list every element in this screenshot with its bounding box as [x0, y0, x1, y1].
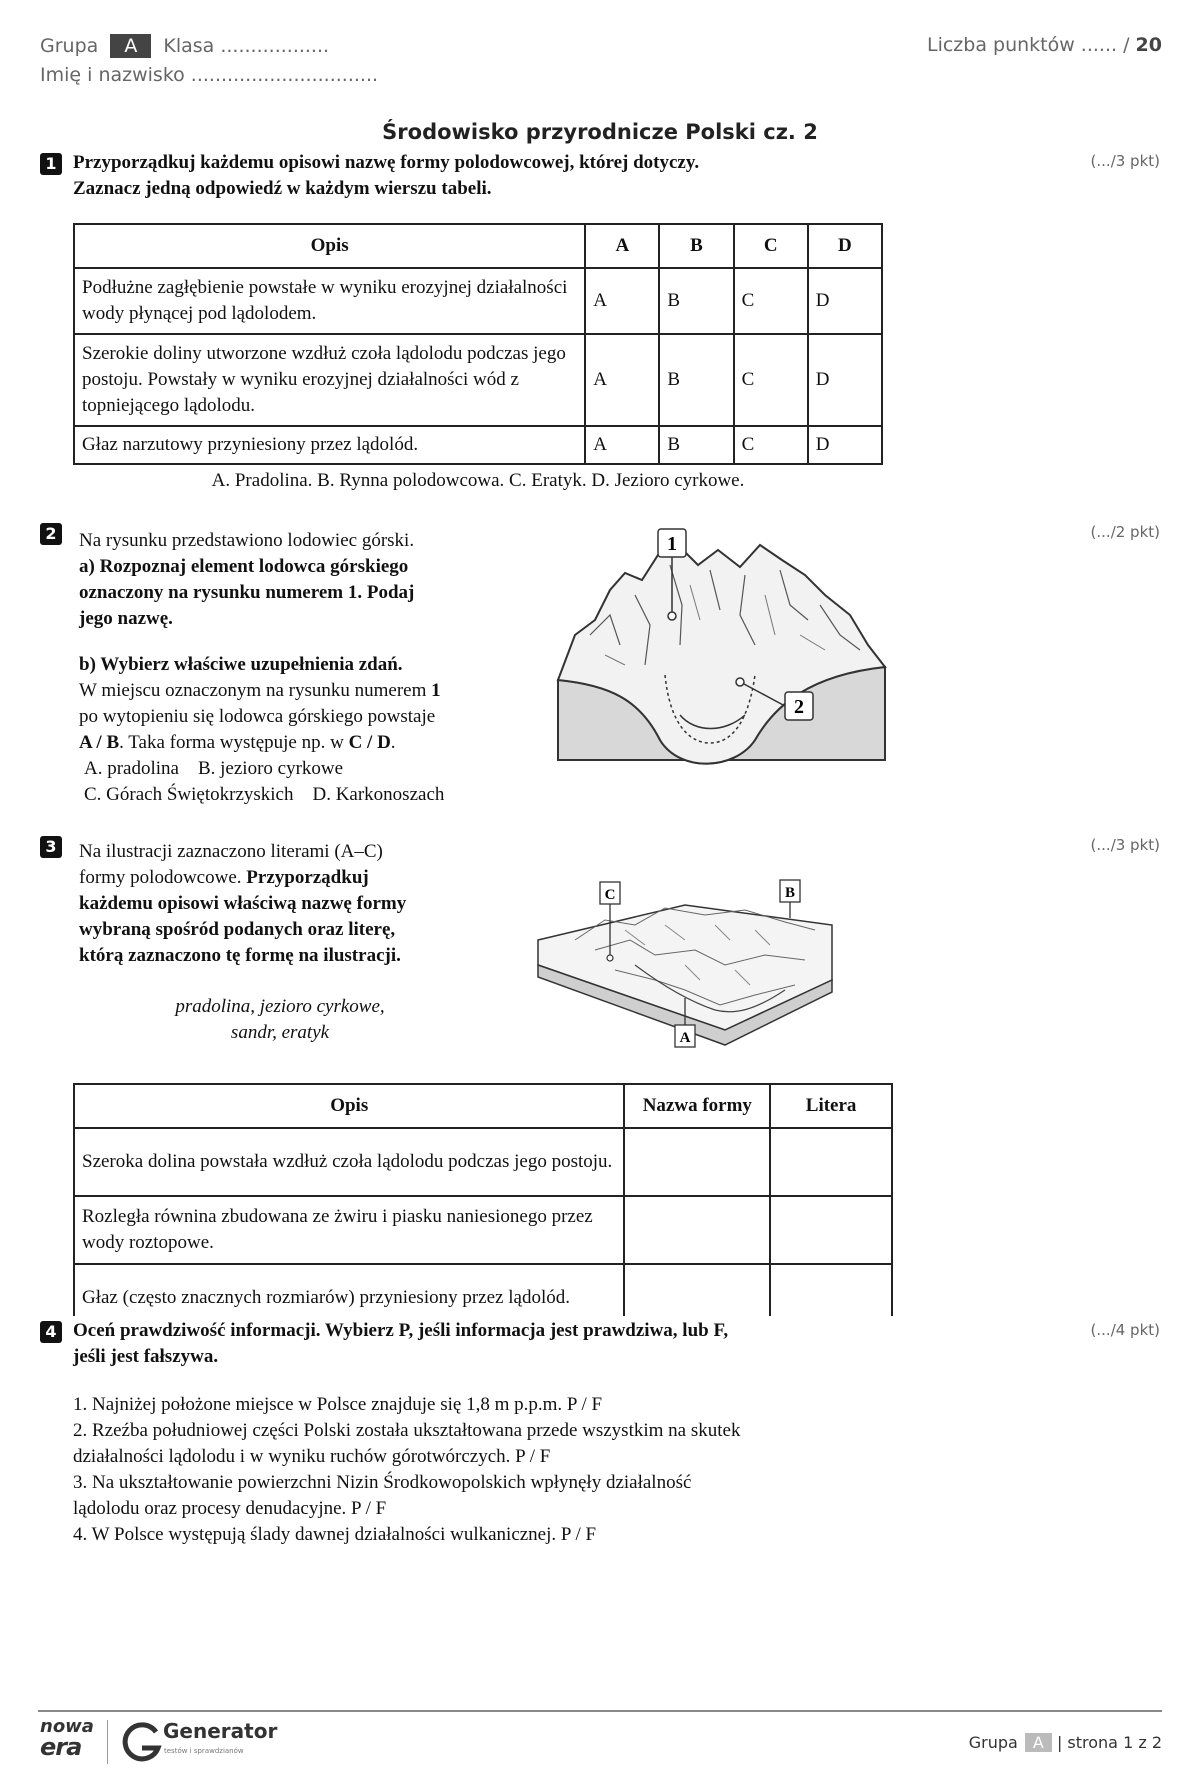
group-badge: A — [110, 34, 151, 58]
table-row — [74, 1128, 892, 1196]
q1-instruction: Przyporządkuj każdemu opisowi nazwę formy polodowcowej, której dotyczy. Zaznacz jedną odpowiedź w każdym wierszu tabeli. — [73, 152, 700, 199]
footer-divider — [38, 1710, 1162, 1712]
generator-sub: testów i sprawdzianów — [164, 1747, 244, 1755]
option-d[interactable]: D — [808, 426, 882, 464]
option-a[interactable]: A — [585, 334, 659, 426]
option-b[interactable]: B — [659, 268, 733, 334]
q3-text: Na ilustracji zaznaczono literami (A–C) formy polodowcowe. Przyporządkuj każdemu opisowi właściwą nazwę formy wybraną spośród podanych oraz literę, którą zaznaczono tę formę na ilustracji. — [79, 841, 407, 966]
answer-name-cell[interactable] — [624, 1264, 770, 1316]
option-b[interactable]: B — [659, 334, 733, 426]
table-header: A — [585, 224, 659, 268]
footer-group-label: Grupa — [968, 1733, 1018, 1752]
page-number: | strona 1 z 2 — [1056, 1733, 1162, 1752]
table-header: Opis — [74, 1084, 624, 1128]
row-description: Szeroka dolina powstała wzdłuż czoła lądolodu podczas jego postoju. — [74, 1128, 624, 1196]
option-d[interactable]: D — [808, 334, 882, 426]
class-label: Klasa .................. — [163, 35, 330, 57]
table-header: C — [734, 224, 808, 268]
row-description: Rozległa równina zbudowana ze żwiru i piasku naniesionego przez wody roztopowe. — [74, 1196, 624, 1264]
option-b: B. jezioro cyrkowe — [197, 758, 344, 779]
statement-2[interactable]: 2. Rzeźba południowej części Polski została ukształtowana przede wszystkim na skutek działalności lądolodu i w wyniku ruchów górotwórczych. P / F — [73, 1420, 741, 1467]
group-label: Grupa — [40, 35, 99, 57]
answer-name-cell[interactable] — [624, 1196, 770, 1264]
q3-number: 3 — [40, 836, 62, 858]
label-c: C — [604, 887, 616, 903]
answer-letter-cell[interactable] — [770, 1196, 892, 1264]
answer-letter-cell[interactable] — [770, 1128, 892, 1196]
table-header: Nazwa formy — [624, 1084, 770, 1128]
points-label: Liczba punktów ...... / — [926, 34, 1130, 56]
option-a[interactable]: A — [585, 426, 659, 464]
table-row — [74, 426, 882, 464]
points-header — [927, 34, 1162, 56]
q1-number: 1 — [40, 153, 62, 175]
statement-4[interactable]: 4. W Polsce występują ślady dawnej działalności wulkanicznej. P / F — [73, 1524, 597, 1545]
generator-label: Generator — [163, 1719, 278, 1743]
glacial-landscape-illustration — [535, 870, 835, 1050]
footer-group-badge: A — [1025, 1733, 1052, 1752]
option-b[interactable]: B — [659, 426, 733, 464]
table-header-row — [74, 1084, 892, 1128]
points-total: 20 — [1135, 34, 1162, 56]
q4-instruction: Oceń prawdziwość informacji. Wybierz P, jeśli informacja jest prawdziwa, lub F, jeśli jest fałszywa. — [73, 1320, 729, 1367]
table-row — [74, 1196, 892, 1264]
table-row — [74, 1264, 892, 1316]
label-1-text: 1 — [667, 533, 677, 555]
statement-1[interactable]: 1. Najniżej położone miejsce w Polsce znajduje się 1,8 m p.p.m. P / F — [73, 1394, 603, 1415]
page-title: Środowisko przyrodnicze Polski cz. 2 — [382, 120, 818, 144]
q3-options: pradolina, jezioro cyrkowe, sandr, eratyk — [175, 996, 385, 1043]
name-label: Imię i nazwisko ............................... — [40, 64, 379, 86]
nowa-era-logo: nowa era — [40, 1716, 94, 1761]
q4-number: 4 — [40, 1321, 62, 1343]
page-footer-info — [969, 1733, 1162, 1752]
statement-3[interactable]: 3. Na ukształtowanie powierzchni Nizin Środkowopolskich wpłynęły działalność lądolodu oraz procesy denudacyjne. P / F — [73, 1472, 692, 1519]
label-b: B — [784, 885, 796, 901]
table-header: D — [808, 224, 882, 268]
option-a[interactable]: A — [585, 268, 659, 334]
generator-g-icon — [120, 1720, 164, 1764]
table-header-row — [74, 224, 882, 268]
option-c[interactable]: C — [734, 334, 808, 426]
q1-points: (.../3 pkt) — [1090, 152, 1160, 170]
answer-letter-cell[interactable] — [770, 1264, 892, 1316]
row-description: Głaz (często znacznych rozmiarów) przyniesiony przez lądolód. — [74, 1264, 624, 1316]
row-description: Szerokie doliny utworzone wzdłuż czoła lądolodu podczas jego postoju. Powstały w wyniku erozyjnej działalności wód z topniejącego lądolodu. — [74, 334, 585, 426]
table-row — [74, 268, 882, 334]
label-2-text: 2 — [794, 696, 804, 718]
option-d[interactable]: D — [808, 268, 882, 334]
q3-points: (.../3 pkt) — [1090, 836, 1160, 854]
option-c[interactable]: C — [734, 268, 808, 334]
table-row — [74, 334, 882, 426]
q2-points: (.../2 pkt) — [1090, 523, 1160, 541]
q3-table — [73, 1083, 893, 1316]
option-c: C. Górach Świętokrzyskich — [84, 784, 294, 805]
q1-table — [73, 223, 883, 465]
answer-name-cell[interactable] — [624, 1128, 770, 1196]
q4-statements — [73, 1392, 903, 1548]
q4-points: (.../4 pkt) — [1090, 1321, 1160, 1339]
option-d: D. Karkonoszach — [312, 784, 445, 805]
mountain-glacier-illustration — [550, 525, 890, 770]
q1-caption: A. Pradolina. B. Rynna polodowcowa. C. Eratyk. D. Jezioro cyrkowe. — [211, 470, 745, 491]
option-a: A. pradolina — [84, 758, 179, 779]
row-description: Głaz narzutowy przyniesiony przez lądolód. — [74, 426, 585, 464]
option-c[interactable]: C — [734, 426, 808, 464]
header-group-line — [40, 34, 329, 58]
q2-text: Na rysunku przedstawiono lodowiec górski. a) Rozpoznaj element lodowca górskiego oznaczony na rysunku numerem 1. Podaj jego nazwę. b) Wybierz właściwe uzupełnienia zdań. W miejscu oznaczonym na rysunku numerem 1 po wytopieniu się lodowca górskiego powstaje A / B. Taka forma występuje np. w C / D. A. pradolina B. jezioro cyrkowe C. Górach Świętokrzyskich D. Karkonoszach — [79, 530, 445, 805]
table-header: Litera — [770, 1084, 892, 1128]
q3-table-wrapper — [73, 1083, 898, 1316]
q2-number: 2 — [40, 523, 62, 545]
table-header: Opis — [74, 224, 585, 268]
label-a: A — [679, 1030, 691, 1046]
logo-separator — [107, 1720, 108, 1764]
row-description: Podłużne zagłębienie powstałe w wyniku erozyjnej działalności wody płynącej pod lądolodem. — [74, 268, 585, 334]
table-header: B — [659, 224, 733, 268]
